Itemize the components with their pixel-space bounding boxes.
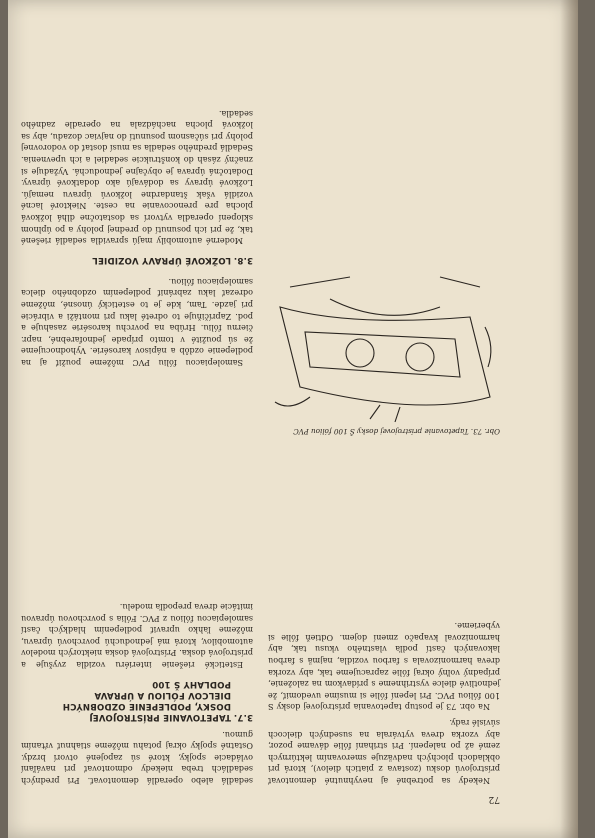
page-number: 72 bbox=[488, 794, 500, 804]
section-heading-3-8 bbox=[21, 254, 253, 265]
right-column-lower bbox=[21, 107, 253, 368]
section-number: 3.8. bbox=[233, 255, 253, 266]
heading-line-1: TAPETOVANIE PRÍSTROJOVEJ bbox=[89, 712, 231, 723]
right-paragraph-2: Estetické riešenie interiéru vozidla zvyšuje a prístrojová doska. Prístrojová doska niektorých modelov automobilov, ktorá má jednoduchú povrchovú úpravu, môžeme ľahko upraviť podlepením hladkých častí samolepiacou fóliou z PVC. Fólia s povrchovou úpravou imitácie dreva prepodľa modelu. bbox=[21, 602, 253, 671]
dashboard-illustration bbox=[268, 257, 500, 427]
figure-caption: Obr. 73. Tapetovanie prístrojovej dosky Š 100 fóliou PVC bbox=[293, 427, 500, 436]
section-heading-3-7 bbox=[21, 678, 253, 722]
right-lower-paragraph-1: Samolepiacou fóliu PVC môžeme použiť aj na podlepenie ozdôb a nápisov karosérie. Vyhodnocujeme že sú použité v tomto prípade jednofarebné, napr. čiernu fóliu. Hrúba na povrchu karosérie zasahuje a pod. Zapríčiňuje to odreté laku pri montáži a vibrácie pri jazde. Tam, kde je to estetický únosné, môžeme odrezať laku zabrániť podlepením ozdobného dielca samolepiacou fóliou. bbox=[21, 276, 253, 368]
heading-line-4: PODLAHY Š 100 bbox=[152, 679, 231, 690]
section-number: 3.7. bbox=[233, 712, 253, 723]
heading-line: LOŽKOVÉ ÚPRAVY VOZIDIEL bbox=[92, 255, 231, 266]
left-paragraph-2: Na obr. 73 je postup tapetovania prístrojovej dosky S 100 fóliou PVC. Pri lepení fólie si musíme uvedomiť, že jednotlivé dielce vystrihneme s prídavkom na založenie, prípadný voľný okraj fólie zapracujeme tak, aby vzorka dreva harmonizovala s farbou vozidla, najmä s farbou lakovaných častí podľa vlastného vkusu tak, aby harmonizoval kvapačo zmení dojem. Odtieň fólie si vyberieme. bbox=[268, 621, 500, 713]
left-paragraph-1: Nekedy sa potrebné aj nevyhnutné demontovať prístrojovú dosku (zostava z piatich dielov), ktorá pri obkladoch plochých nadväzuje smerovaním lektúrnych zemé až po nalepení. Pri strihaní fólie dávame pozor, aby vzorka dreva vytvárala na susedných dielcoch súvislé rady. bbox=[268, 718, 500, 786]
heading-line-2: DOSKY, PODLEPENIE OZDOBNÝCH bbox=[62, 701, 231, 712]
spine-shadow bbox=[560, 0, 578, 838]
left-column bbox=[268, 620, 500, 786]
right-paragraph-1: sedadlá alebo operadlá demontovať. Pri predných sedadlách treba niekedy odmontovať pri naváľaní ovládacie spojky, ktoré sú zapojené otvorí brzdy. Ostatné spojky okraj potahu môžeme stiahnuť vŕtaním gumou. bbox=[21, 729, 253, 786]
figure-73 bbox=[268, 253, 500, 438]
right-lower-paragraph-2: Moderné automobily majú spravidla sedadlá riešené tak, že pri ich posunutí do prednej polohy a po úplnom sklopení operadla vytvorí sa dostatočne dlhá ložková plocha pre prenocovanie na ceste. Niektoré lacné vozidlá však štandardne ložkovú úpravu nemajú. Ložkové úpravy sa dodávajú ako dodatkové úpravy. Dodatočná úprava je obyčajne jednoduchá. Vyžaduje si značný zásah do konštrukcie sedadiel a ich upevnenia. Sedadlá predného sedadla sa musí dostať do vodorovnej polohy pri súčasnom posunutí do najviac dozadu, aby sa ložková plocha nachádzala na operadle zadného sedadla. bbox=[21, 108, 253, 247]
book-page bbox=[8, 0, 578, 838]
right-column bbox=[21, 600, 253, 786]
heading-line-3: DIELCOV FÓLIOU A ÚPRAVA bbox=[94, 690, 231, 701]
page-content-rotated bbox=[8, 0, 578, 838]
